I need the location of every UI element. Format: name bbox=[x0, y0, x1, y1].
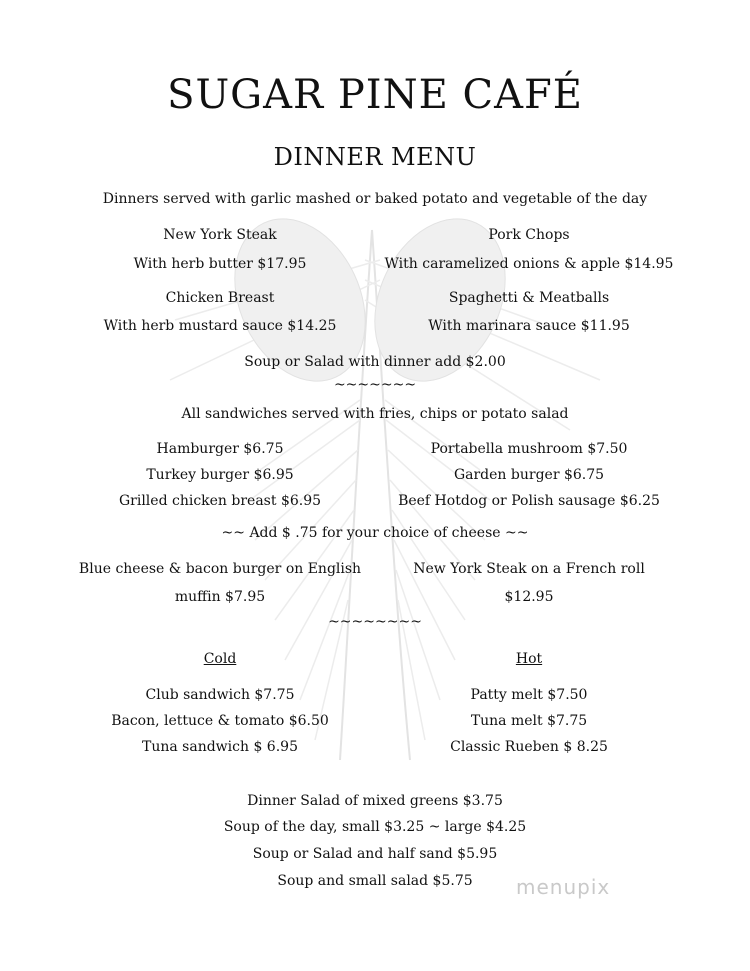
sandwiches-intro: All sandwiches served with fries, chips or potato salad bbox=[181, 406, 569, 422]
dinner-item-name: New York Steak bbox=[163, 227, 277, 243]
cheese-note: ~~ Add $ .75 for your choice of cheese ~~ bbox=[221, 525, 529, 541]
special-item: Blue cheese & bacon burger on English bbox=[78, 561, 362, 577]
dinner-item-name: Pork Chops bbox=[488, 227, 570, 243]
extra-item: Soup and small salad $5.75 bbox=[277, 873, 473, 889]
hot-item: Classic Rueben $ 8.25 bbox=[450, 739, 608, 755]
dinner-item-name: Spaghetti & Meatballs bbox=[448, 290, 610, 306]
cold-item: Bacon, lettuce & tomato $6.50 bbox=[111, 713, 329, 729]
dinner-item-desc: With herb butter $17.95 bbox=[133, 256, 307, 272]
cold-item: Tuna sandwich $ 6.95 bbox=[142, 739, 298, 755]
special-item-price: $12.95 bbox=[504, 589, 554, 605]
extra-item: Soup of the day, small $3.25 ~ large $4.25 bbox=[223, 819, 527, 835]
hot-item: Patty melt $7.50 bbox=[470, 687, 588, 703]
sandwich-item: Garden burger $6.75 bbox=[453, 467, 605, 483]
dinner-item-desc: With marinara sauce $11.95 bbox=[428, 318, 630, 334]
special-item: New York Steak on a French roll bbox=[413, 561, 645, 577]
sandwich-item: Grilled chicken breast $6.95 bbox=[118, 493, 322, 509]
dinner-item-desc: With herb mustard sauce $14.25 bbox=[103, 318, 337, 334]
cold-heading: Cold bbox=[203, 651, 237, 667]
cold-item: Club sandwich $7.75 bbox=[145, 687, 295, 703]
hot-item: Tuna melt $7.75 bbox=[470, 713, 588, 729]
section-divider: ~~~~~~~~ bbox=[328, 614, 422, 630]
page-title: SUGAR PINE CAFÉ bbox=[167, 72, 583, 118]
dinner-item-desc: With caramelized onions & apple $14.95 bbox=[384, 256, 674, 272]
extra-item: Soup or Salad and half sand $5.95 bbox=[252, 846, 498, 862]
sandwich-item: Portabella mushroom $7.50 bbox=[430, 441, 628, 457]
sandwich-item: Hamburger $6.75 bbox=[156, 441, 284, 457]
menu-subtitle: DINNER MENU bbox=[273, 143, 477, 171]
section-divider: ~~~~~~~ bbox=[333, 377, 417, 393]
special-item-price: muffin $7.95 bbox=[174, 589, 266, 605]
dinner-addon: Soup or Salad with dinner add $2.00 bbox=[244, 354, 506, 370]
watermark-logo: menupix bbox=[516, 875, 611, 899]
extra-item: Dinner Salad of mixed greens $3.75 bbox=[247, 793, 503, 809]
sandwich-item: Turkey burger $6.95 bbox=[146, 467, 294, 483]
sandwich-item: Beef Hotdog or Polish sausage $6.25 bbox=[398, 493, 660, 509]
dinner-item-name: Chicken Breast bbox=[165, 290, 275, 306]
hot-heading: Hot bbox=[515, 651, 543, 667]
dinners-intro: Dinners served with garlic mashed or baked potato and vegetable of the day bbox=[102, 191, 648, 207]
